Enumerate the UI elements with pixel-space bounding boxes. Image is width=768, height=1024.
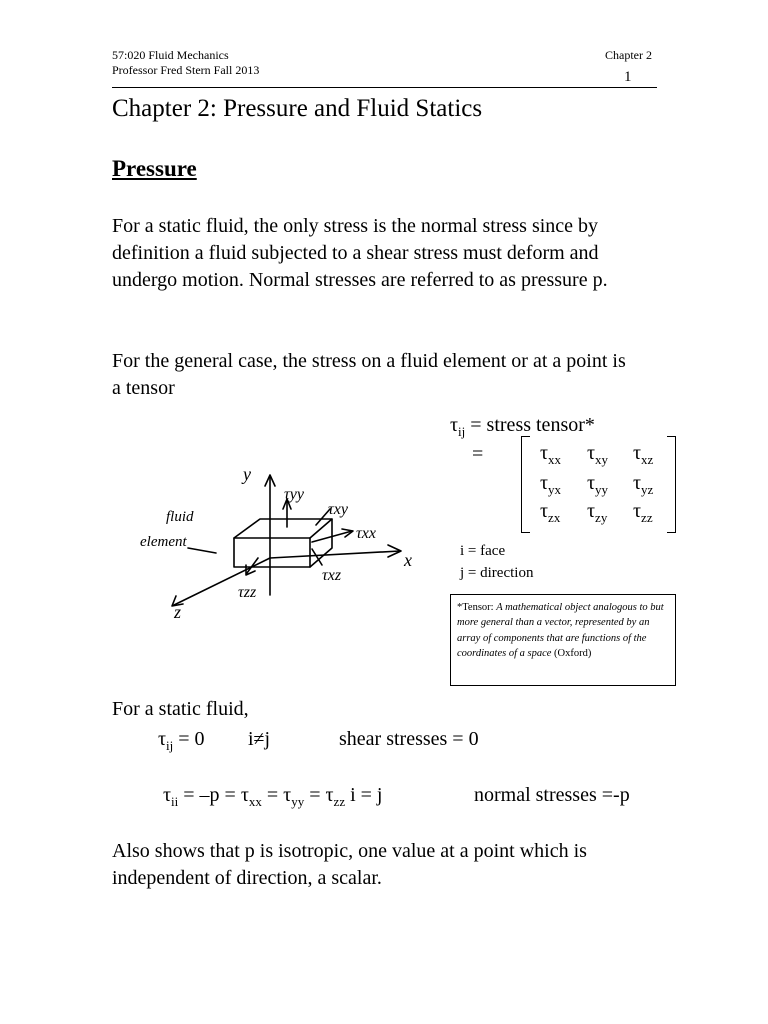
- tensor-cell-symbol: τ: [540, 472, 549, 494]
- tensor-cell-subscript: zx: [548, 510, 561, 525]
- static-fluid-intro: For a static fluid,: [112, 698, 249, 720]
- i-definition: i = face: [460, 543, 506, 559]
- tensor-cell-subscript: zy: [595, 510, 608, 525]
- tensor-cell-xx: [540, 442, 561, 465]
- tensor-definition: [450, 414, 595, 437]
- figure-labels: [140, 464, 412, 622]
- tensor-cell-xy: [587, 442, 608, 465]
- note-source: (Oxford): [551, 647, 592, 659]
- left-bracket: [521, 436, 530, 533]
- tau-subscript: ij: [458, 424, 466, 439]
- paragraph-static-fluid: For a static fluid, the only stress is the normal stress since by definition a fluid subjected to a shear stress must deform and undergo motion. Normal stresses are referred to as pressure p.: [112, 215, 608, 291]
- normal-stresses-label: normal stresses =-p: [474, 784, 630, 806]
- tensor-cell-subscript: yz: [641, 482, 654, 497]
- chapter-label: Chapter 2: [605, 48, 652, 62]
- tensor-equals: =: [472, 443, 484, 465]
- tensor-cell-subscript: yx: [548, 482, 562, 497]
- y-axis-label: y: [243, 464, 251, 484]
- tensor-cell-symbol: τ: [633, 500, 642, 522]
- right-bracket: [667, 436, 676, 533]
- tensor-cell-subscript: xy: [595, 452, 609, 467]
- tau-zz-label: τzz: [238, 584, 257, 601]
- normal-sub-xx: xx: [248, 794, 262, 809]
- fluid-element-figure: [116, 455, 436, 625]
- normal-sub-zz: zz: [333, 794, 346, 809]
- normal-part3: =: [304, 784, 326, 806]
- tensor-cell-xz: [633, 442, 653, 465]
- normal-stress-equation: [163, 784, 383, 807]
- normal-sub-yy: yy: [291, 794, 305, 809]
- normal-tau-zz: τ: [325, 784, 334, 806]
- shear-stresses-label: shear stresses = 0: [339, 728, 479, 750]
- normal-tau-ii: τ: [163, 784, 172, 806]
- normal-tau-yy: τ: [283, 784, 292, 806]
- tensor-cell-zz: [633, 500, 653, 523]
- x-axis: [270, 551, 400, 558]
- tau-yy-label: τyy: [284, 486, 304, 503]
- tensor-cell-subscript: zz: [641, 510, 653, 525]
- j-definition: j = direction: [460, 565, 534, 581]
- shear-equation: [158, 728, 205, 751]
- tensor-footnote-box: [450, 594, 676, 686]
- paragraph-general-case: For the general case, the stress on a fluid element or at a point is a tensor: [112, 350, 626, 399]
- z-axis-label: z: [174, 602, 182, 622]
- tensor-cell-subscript: xx: [548, 452, 562, 467]
- tensor-cell-yz: [633, 472, 653, 495]
- conclusion-paragraph: Also shows that p is isotropic, one value at a point which is independent of direction, a scalar.: [112, 840, 587, 889]
- tensor-cell-subscript: yy: [595, 482, 609, 497]
- tensor-cell-symbol: τ: [587, 442, 596, 464]
- tensor-cell-symbol: τ: [587, 472, 596, 494]
- note-label: *Tensor:: [457, 602, 497, 613]
- section-heading: Pressure: [112, 156, 197, 181]
- fluid-element-box-front: [234, 538, 310, 567]
- normal-condition: i = j: [345, 784, 383, 806]
- x-axis-label: x: [404, 550, 412, 570]
- tau-xz-label: τxz: [322, 567, 342, 584]
- tensor-cell-yx: [540, 472, 561, 495]
- shear-equals-zero: = 0: [173, 728, 205, 750]
- header-rule: [112, 87, 657, 88]
- element-label: element: [140, 534, 187, 550]
- fluid-element-box-side: [310, 519, 332, 567]
- normal-part1: = –p =: [178, 784, 241, 806]
- tensor-cell-zx: [540, 500, 560, 523]
- shear-subscript: ij: [166, 738, 174, 753]
- fluid-element-box-top: [234, 519, 332, 538]
- tensor-cell-symbol: τ: [633, 472, 642, 494]
- tau-symbol: τ: [450, 414, 459, 436]
- shear-condition: i≠j: [248, 728, 271, 750]
- tensor-definition-text: = stress tensor*: [465, 414, 595, 436]
- tau-xy-label: τxy: [328, 501, 348, 518]
- shear-tau: τ: [158, 728, 167, 750]
- tensor-cell-yy: [587, 472, 608, 495]
- tensor-cell-symbol: τ: [633, 442, 642, 464]
- normal-sub-ii: ii: [171, 794, 179, 809]
- normal-tau-xx: τ: [240, 784, 249, 806]
- fluid-label: fluid: [166, 509, 194, 525]
- page-number: 1: [624, 69, 632, 85]
- tensor-cell-subscript: xz: [641, 452, 654, 467]
- professor-term: Professor Fred Stern Fall 2013: [112, 63, 260, 77]
- tau-xx-label: τxx: [356, 525, 376, 542]
- tensor-cell-symbol: τ: [540, 500, 549, 522]
- course-name: 57:020 Fluid Mechanics: [112, 48, 229, 62]
- note-text: A mathematical object analogous to but more general than a vector, represented by an array of components that are functions of the coordinates of a space: [457, 602, 664, 659]
- page-title: Chapter 2: Pressure and Fluid Statics: [112, 95, 483, 122]
- stress-tensor-matrix: [521, 436, 676, 533]
- normal-part2: =: [261, 784, 284, 806]
- fluid-element-pointer: [188, 548, 216, 553]
- tensor-cell-zy: [587, 500, 607, 523]
- tensor-cell-symbol: τ: [587, 500, 596, 522]
- tensor-cell-symbol: τ: [540, 442, 549, 464]
